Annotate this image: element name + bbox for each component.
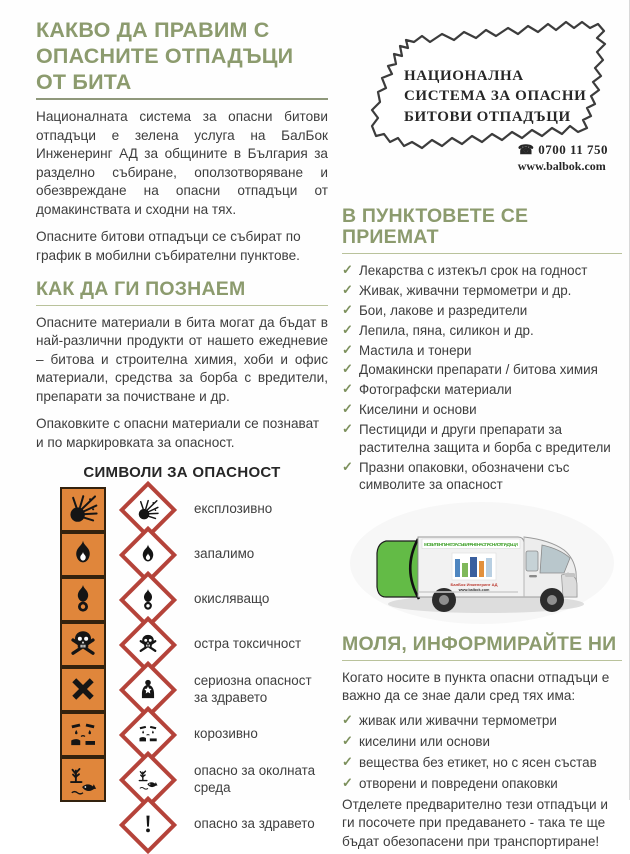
check-icon: ✓	[342, 774, 353, 790]
list-item: ✓ отворени и повредени опаковки	[342, 774, 558, 791]
check-icon: ✓	[342, 281, 353, 297]
explosive-square-icon	[60, 487, 106, 532]
inform-items-list	[342, 712, 622, 792]
exclamation-diamond-icon	[116, 802, 180, 847]
accepted-items-list	[342, 262, 622, 494]
hazard-row-serious-health	[60, 667, 328, 712]
hazard-label: запалимо	[194, 546, 255, 562]
list-item: ✓ Бои, лакове и разредители	[342, 301, 528, 318]
section-heading-recognize: КАК ДА ГИ ПОЗНАЕМ	[36, 278, 246, 301]
van-banner-text: МОБИЛЕН ПУНКТ ЗА СЪБИРАНЕ НА ОПАСНИ ОТПАДЪЦИ	[424, 543, 518, 549]
list-item: ✓ киселини или основи	[342, 732, 490, 749]
inform-outro: Отделете предварително тези отпадъци и ги посочете при предаването - така те ще бъдат обезопасени при транспортиране!	[342, 796, 608, 849]
section-divider	[342, 253, 622, 254]
check-icon: ✓	[342, 261, 353, 277]
hazard-symbols-table	[60, 487, 328, 847]
list-item: ✓ вещества без етикет, но с ясен състав	[342, 753, 597, 770]
check-icon: ✓	[342, 421, 353, 437]
hazard-row-environment	[60, 757, 328, 802]
mobile-collection-van-photo	[346, 501, 618, 625]
check-icon: ✓	[342, 361, 353, 377]
national-system-label	[404, 66, 586, 127]
phone-number: ☎ 0700 11 750	[517, 142, 608, 157]
check-icon: ✓	[342, 753, 353, 769]
intro-paragraph-2: Опасните битови отпадъци се събират по график в мобилни събирателни пунктове.	[36, 229, 301, 263]
check-icon: ✓	[342, 711, 353, 727]
hazard-label: опасно за околната среда	[194, 763, 316, 795]
list-item: ✓ Киселини и основи	[342, 401, 477, 418]
environment-square-icon	[60, 757, 106, 802]
map-contact	[518, 142, 608, 174]
check-icon: ✓	[342, 458, 353, 474]
symbols-heading: СИМВОЛИ ЗА ОПАСНОСТ	[83, 464, 281, 482]
hazard-row-toxic	[60, 622, 328, 667]
list-item: ✓ Живак, живачни термометри и др.	[342, 281, 572, 298]
title-divider	[36, 98, 328, 100]
hazard-label: окисляващо	[194, 591, 270, 607]
list-item: ✓ Пестициди и други препарати за растителна защита и борба с вредители	[342, 421, 611, 455]
check-icon: ✓	[342, 401, 353, 417]
list-item: ✓ Домакински препарати / битова химия	[342, 361, 598, 378]
map-label-line3: БИТОВИ ОТПАДЪЦИ	[404, 108, 571, 125]
left-column	[36, 14, 328, 851]
check-icon: ✓	[342, 381, 353, 397]
hazard-label: експлозивно	[194, 501, 273, 517]
section-heading-accepted: В ПУНКТОВЕТЕ СЕ ПРИЕМАТ	[342, 205, 529, 249]
corrosive-square-icon	[60, 712, 106, 757]
list-item: ✓ Празни опаковки, обозначени със символите за опасност	[342, 458, 570, 493]
section-divider	[36, 305, 328, 306]
hazard-row-corrosive	[60, 712, 328, 757]
website-link: www.balbok.com	[517, 159, 606, 173]
hazard-row-flammable	[60, 532, 328, 577]
hazard-label: сериозна опасност за здравето	[194, 673, 312, 705]
hazard-label: опасно за здравето	[194, 816, 315, 832]
intro-paragraph-1: Националната система за опасни битови отпадъци е зелена услуга на БалБок Инженеринг АД за общините в България за разделно събиране, оползотворяване и обезвреждане на опасни отпадъци от домакинствата и сходни на тях.	[36, 109, 328, 217]
check-icon: ✓	[342, 341, 353, 357]
hazard-label: корозивно	[194, 726, 258, 742]
empty-square-spacer	[60, 802, 106, 847]
list-item: ✓ Лекарства с изтекъл срок на годност	[342, 261, 588, 278]
hazard-row-health-warning	[60, 802, 328, 847]
page-title: КАКВО ДА ПРАВИМ С ОПАСНИТЕ ОТПАДЪЦИ ОТ БИТА	[36, 18, 294, 94]
recognize-paragraph-1: Опасните материали в бита могат да бъдат в най-различни продукти от нашето ежедневие – битова и строителна химия, хоби и офис материали, средства за борба с вредители, препарати за почистване и др.	[36, 314, 328, 404]
section-divider	[342, 660, 622, 661]
list-item: ✓ Лепила, пяна, силикон и др.	[342, 321, 534, 338]
inform-intro: Когато носите в пункта опасни отпадъци е важно да се знае дали сред тях има:	[342, 669, 610, 704]
van-website-text: www.balbok.com	[458, 588, 490, 593]
hazard-label: остра токсичност	[194, 636, 302, 652]
section-heading-inform: МОЛЯ, ИНФОРМИРАЙТЕ НИ	[342, 633, 617, 656]
list-item: ✓ живак или живачни термометри	[342, 711, 557, 728]
map-label-line2: СИСТЕМА ЗА ОПАСНИ	[404, 88, 587, 105]
map-label-line1: НАЦИОНАЛНА	[404, 68, 524, 84]
bulgaria-map	[342, 14, 622, 196]
hazard-row-explosive	[60, 487, 328, 532]
van-company-text: БалБок Инженеринг АД	[450, 582, 498, 588]
right-column	[342, 14, 622, 851]
check-icon: ✓	[342, 732, 353, 748]
list-item: ✓ Мастила и тонери	[342, 341, 472, 358]
hazard-row-oxidizing	[60, 577, 328, 622]
oxidizing-square-icon	[60, 577, 106, 622]
check-icon: ✓	[342, 321, 353, 337]
harmful-square-icon	[60, 667, 106, 712]
check-icon: ✓	[342, 301, 353, 317]
phone-icon: ☎	[517, 142, 535, 157]
toxic-square-icon	[60, 622, 106, 667]
flammable-square-icon	[60, 532, 106, 577]
recognize-paragraph-2: Опаковките с опасни материали се познават и по маркировката за опасност.	[36, 416, 320, 450]
list-item: ✓ Фотографски материали	[342, 381, 512, 398]
